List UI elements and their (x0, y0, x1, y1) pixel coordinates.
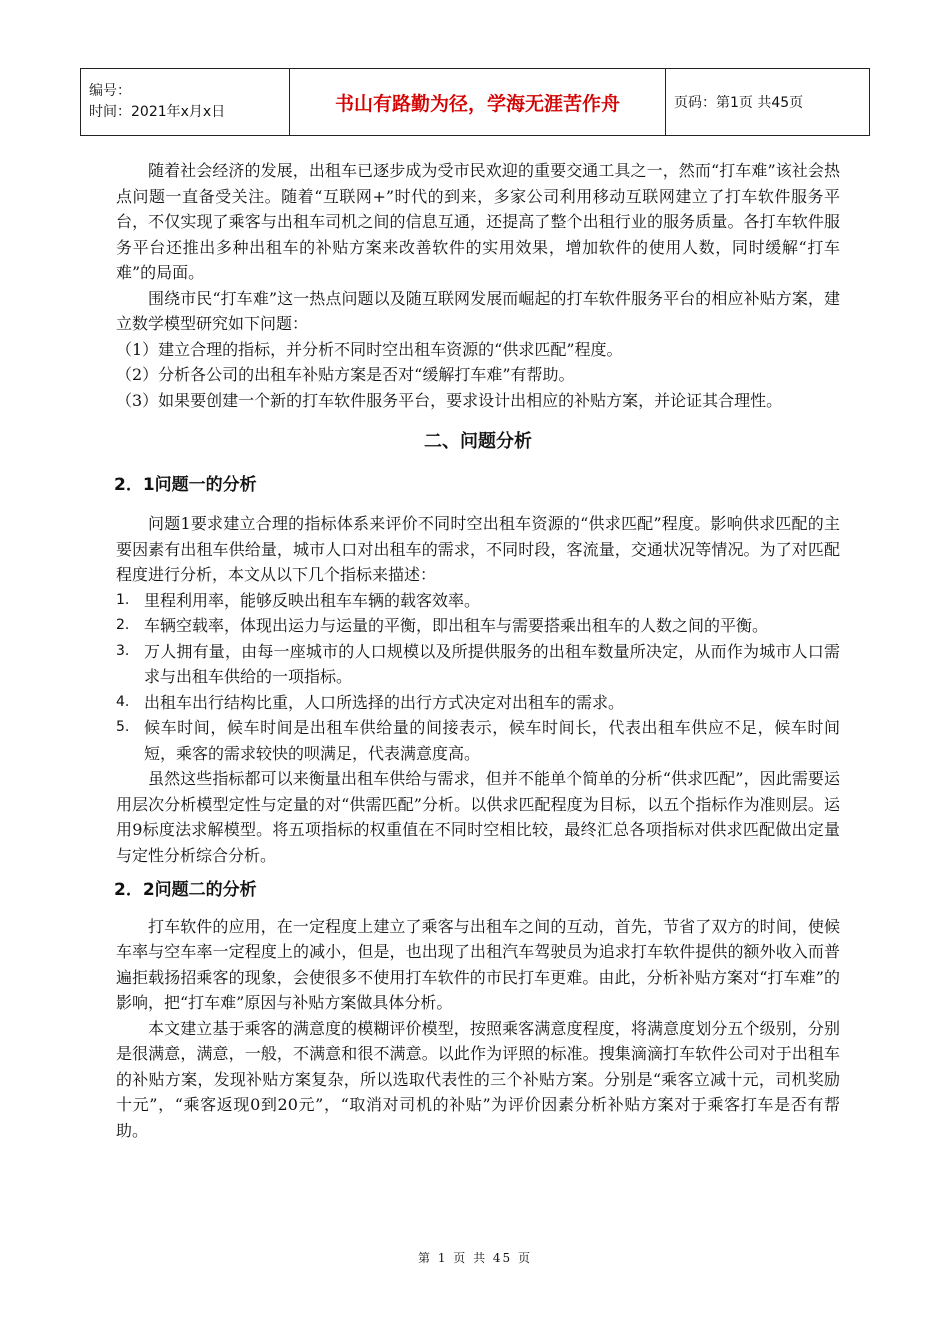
question-2: （2）分析各公司的出租车补贴方案是否对“缓解打车难”有帮助。 (116, 365, 575, 384)
list-item (116, 715, 840, 766)
subsection-2-paragraph-2: 本文建立基于乘客的满意度的模糊评价模型，按照乘客满意度程度，将满意度划分五个级别，分别是很满意，满意，一般，不满意和很不满意。以此作为评照的标准。搜集滴滴打车软件公司对于出租车的补贴方案，发现补贴方案复杂，所以选取代表性的三个补贴方案。分别是“乘客立减十元，司机奖励十元”，“乘客返现0到20元”，“取消对司机的补贴”为评价因素分析补贴方案对于乘客打车是否有帮助。 (116, 1018, 840, 1140)
list-number: 1. (116, 591, 130, 608)
header-motto: 书山有路勤为径，学海无涯苦作舟 (290, 69, 666, 136)
intro-paragraph-2: 围绕市民“打车难”这一热点问题以及随互联网发展而崛起的打车软件服务平台的相应补贴方案，建立数学模型研究如下问题： (116, 288, 840, 333)
list-item (116, 588, 840, 614)
subsection-1-paragraph-1: 问题1要求建立合理的指标体系来评价不同时空出租车资源的“供求匹配”程度。影响供求匹配的主要因素有出租车供给量，城市人口对出租车的需求，不同时段，客流量，交通状况等情况。为了对匹配程度进行分析，本文从以下几个指标来描述： (116, 514, 840, 584)
question-3: （3）如果要创建一个新的打车软件服务平台，要求设计出相应的补贴方案，并论证其合理性。 (116, 390, 783, 410)
list-item (116, 613, 840, 639)
list-item (116, 690, 840, 716)
list-number: 5. (116, 719, 130, 735)
header-meta (81, 69, 290, 136)
subsection-2-paragraph-1: 打车软件的应用，在一定程度上建立了乘客与出租车之间的互动，首先，节省了双方的时间，使候车率与空车率一定程度上的减小，但是，也出现了出租汽车驾驶员为追求打车软件提供的额外收入而普遍拒载扬招乘客的现象，会使很多不使用打车软件的市民打车更难。由此，分析补贴方案对“打车难”的影响，把“打车难”原因与补贴方案做具体分析。 (116, 916, 840, 1012)
subsection-1-paragraph-2: 虽然这些指标都可以来衡量出租车供给与需求，但并不能单个简单的分析“供求匹配”，因此需要运用层次分析模型定性与定量的对“供需匹配”分析。以供求匹配程度为目标，以五个指标作为准则层。运用9标度法求解模型。将五项指标的权重值在不同时空相比较，最终汇总各项指标对供求匹配做出定量与定性分析综合分析。 (116, 769, 840, 865)
question-1: （1）建立合理的指标，并分析不同时空出租车资源的“供求匹配”程度。 (116, 339, 623, 359)
list-text: 候车时间，候车时间是出租车供给量的间接表示，候车时间长，代表出租车供应不足，候车时间短，乘客的需求较快的呗满足，代表满意度高。 (144, 718, 840, 763)
subsection-2-title: 2．2问题二的分析 (114, 880, 257, 900)
intro-paragraph-1: 随着社会经济的发展，出租车已逐步成为受市民欢迎的重要交通工具之一，然而“打车难”该社会热点问题一直备受关注。随着“互联网+”时代的到来，多家公司利用移动互联网建立了打车软件服务平台，不仅实现了乘客与出租车司机之间的信息互通，还提高了整个出租行业的服务质量。各打车软件服务平台还推出多种出租车的补贴方案来改善软件的实用效果，增加软件的使用人数，同时缓解“打车难”的局面。 (116, 161, 840, 282)
page-footer: 第 1 页 共 45 页 (418, 1251, 532, 1265)
header-table (80, 68, 870, 136)
list-text: 里程利用率，能够反映出租车车辆的载客效率。 (144, 590, 481, 610)
document-body (116, 158, 840, 1143)
code-label: 编号： (89, 83, 131, 99)
list-text: 出租车出行结构比重，人口所选择的出行方式决定对出租车的需求。 (144, 692, 625, 712)
header-page-label: 页码：第1页 共45页 (666, 69, 870, 136)
indicator-list (116, 588, 840, 767)
time-label: 时间：2021年x月x日 (89, 104, 226, 120)
section-title: 二、问题分析 (424, 431, 532, 452)
list-number: 3. (116, 642, 130, 659)
list-item (116, 639, 840, 690)
list-number: 4. (116, 693, 130, 710)
list-number: 2. (116, 617, 130, 633)
list-text: 万人拥有量，由每一座城市的人口规模以及所提供服务的出租车数量所决定，从而作为城市人口需求与出租车供给的一项指标。 (144, 641, 840, 686)
subsection-1-title: 2．1问题一的分析 (114, 474, 257, 495)
list-text: 车辆空载率，体现出运力与运量的平衡，即出租车与需要搭乘出租车的人数之间的平衡。 (144, 616, 769, 635)
